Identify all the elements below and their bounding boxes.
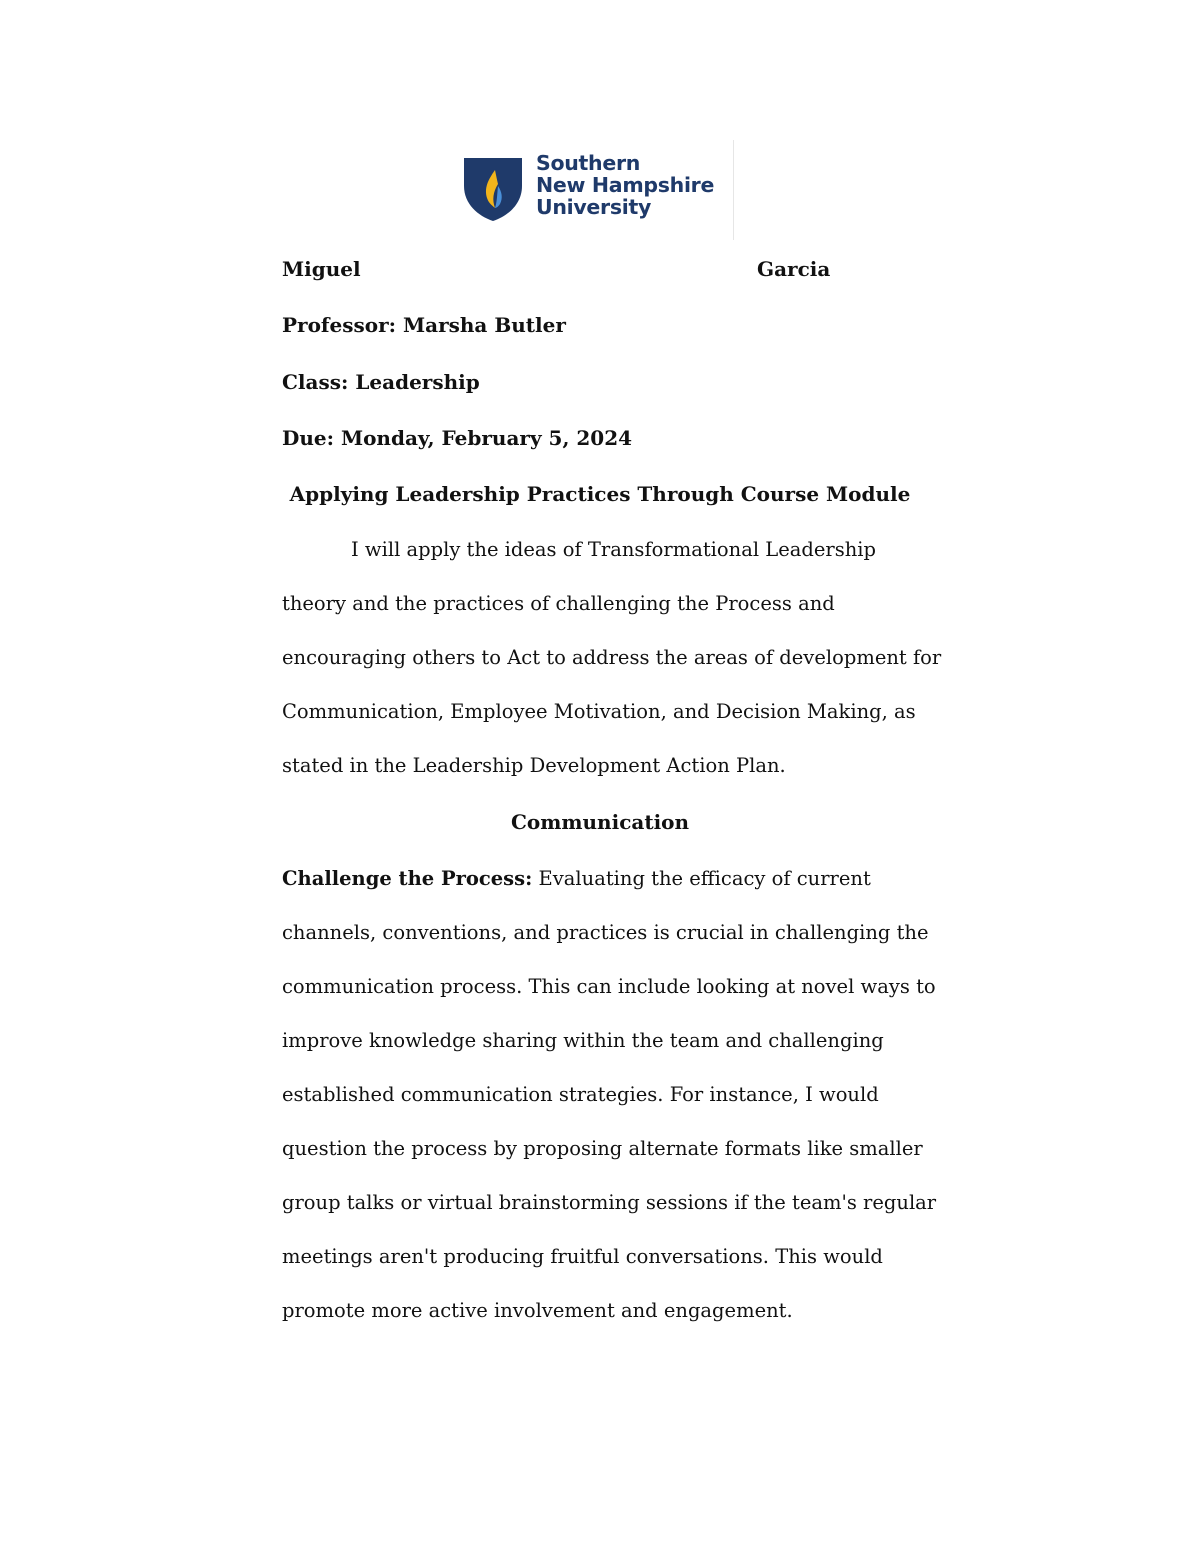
paragraph-line: established communication strategies. For instance, I would <box>282 1083 879 1106</box>
intro-line: I will apply the ideas of Transformational Leadership <box>351 538 877 561</box>
university-logo <box>462 152 722 228</box>
intro-line: encouraging others to Act to address the areas of development for <box>282 646 942 669</box>
due-date-line: Due: Monday, February 5, 2024 <box>282 426 633 450</box>
paragraph-line <box>282 867 871 891</box>
paragraph-line: promote more active involvement and engagement. <box>282 1299 793 1322</box>
paragraph-line: communication process. This can include looking at novel ways to <box>282 975 936 998</box>
paragraph-line: channels, conventions, and practices is crucial in challenging the <box>282 921 929 944</box>
paragraph-line: group talks or virtual brainstorming sessions if the team's regular <box>282 1191 937 1214</box>
logo-wordmark <box>536 152 714 218</box>
lead-text: Evaluating the efficacy of current <box>532 867 871 890</box>
paragraph-line: meetings aren't producing fruitful conversations. This would <box>282 1245 883 1268</box>
intro-line: Communication, Employee Motivation, and Decision Making, as <box>282 700 916 723</box>
logo-line-2: New Hampshire <box>536 173 715 197</box>
paragraph-line: question the process by proposing alternate formats like smaller <box>282 1137 923 1160</box>
lead-heading: Challenge the Process: <box>282 867 533 890</box>
logo-divider <box>733 140 734 240</box>
logo-line-1: Southern <box>536 151 641 175</box>
paragraph-line: improve knowledge sharing within the team and challenging <box>282 1029 884 1052</box>
student-last-name: Garcia <box>757 257 831 281</box>
intro-line: stated in the Leadership Development Action Plan. <box>282 754 786 777</box>
paper-title: Applying Leadership Practices Through Course Module <box>289 482 911 506</box>
class-line: Class: Leadership <box>282 370 480 394</box>
section-heading: Communication <box>510 810 690 834</box>
professor-line: Professor: Marsha Butler <box>282 313 566 337</box>
logo-line-3: University <box>536 195 652 219</box>
intro-line: theory and the practices of challenging the Process and <box>282 592 835 615</box>
student-first-name: Miguel <box>282 257 361 281</box>
shield-icon <box>462 156 524 222</box>
